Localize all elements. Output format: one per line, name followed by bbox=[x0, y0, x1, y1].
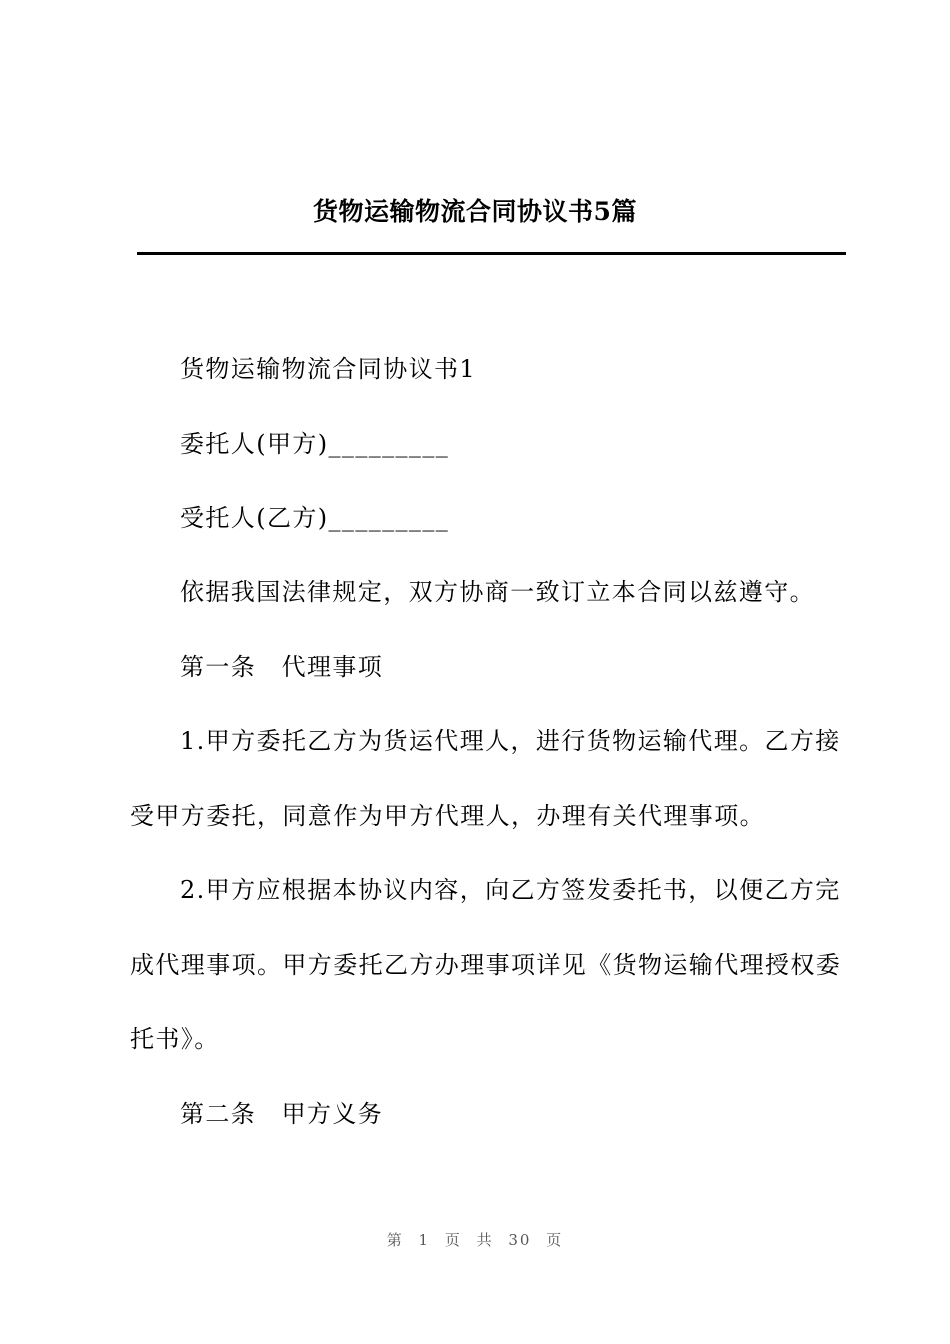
section-heading-agreement-1: 货物运输物流合同协议书1 bbox=[180, 355, 477, 383]
page-number-footer: 第 1 页 共 30 页 bbox=[386, 1231, 564, 1249]
article-1-heading: 第一条 代理事项 bbox=[180, 653, 384, 681]
clause-1-line-2: 受甲方委托，同意作为甲方代理人，办理有关代理事项。 bbox=[130, 802, 765, 830]
preamble-line: 依据我国法律规定，双方协商一致订立本合同以兹遵守。 bbox=[180, 578, 815, 606]
clause-2-line-1: 2.甲方应根据本协议内容，向乙方签发委托书，以便乙方完 bbox=[180, 876, 841, 904]
party-b-line: 受托人(乙方)_________ bbox=[180, 504, 450, 532]
clause-1-line-1: 1.甲方委托乙方为货运代理人，进行货物运输代理。乙方接 bbox=[180, 727, 841, 755]
title-divider bbox=[137, 252, 846, 255]
document-title: 货物运输物流合同协议书5篇 bbox=[313, 197, 637, 226]
clause-2-line-3: 托书》。 bbox=[130, 1025, 220, 1053]
clause-2-line-2: 成代理事项。甲方委托乙方办理事项详见《货物运输代理授权委 bbox=[130, 951, 842, 979]
article-2-heading: 第二条 甲方义务 bbox=[180, 1100, 384, 1128]
party-a-line: 委托人(甲方)_________ bbox=[180, 430, 450, 458]
